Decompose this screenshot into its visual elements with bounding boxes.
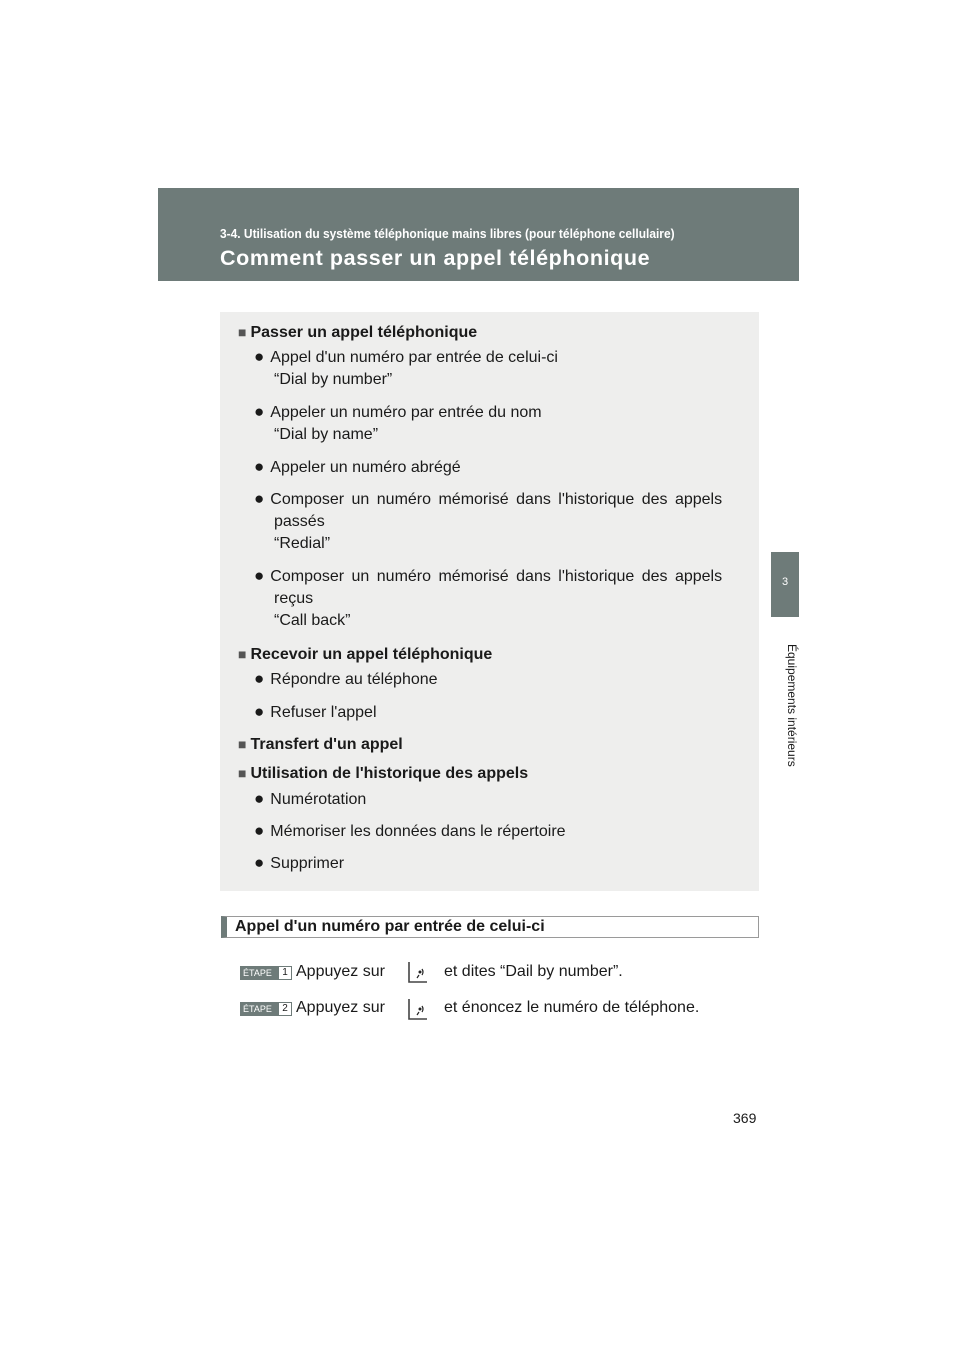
list-item [254, 821, 566, 842]
step-badge-label: ÉTAPE [243, 968, 272, 978]
square-bullet-icon: ■ [238, 646, 247, 662]
bullet-icon: ● [254, 489, 265, 508]
step-text-after: et énoncez le numéro de téléphone. [444, 999, 700, 1016]
chapter-header [158, 188, 799, 281]
section-heading [238, 644, 492, 665]
step-badge [240, 966, 292, 980]
bullet-icon: ● [254, 821, 265, 840]
item-text: Composer un numéro mémorisé dans l'historique des appels [270, 491, 723, 508]
list-item [254, 489, 722, 510]
list-item [254, 702, 377, 723]
item-text: Composer un numéro mémorisé dans l'historique des appels [270, 568, 723, 585]
bullet-icon: ● [254, 566, 265, 585]
item-text: Répondre au téléphone [270, 671, 438, 688]
list-item [254, 853, 344, 874]
section-title: Recevoir un appel téléphonique [250, 646, 493, 663]
item-text-continued: reçus [274, 590, 314, 607]
section-title: Transfert d'un appel [250, 736, 403, 753]
page-number: 369 [733, 1110, 757, 1126]
item-text-continued: passés [274, 513, 325, 530]
summary-box [220, 312, 759, 891]
section-heading [238, 763, 528, 784]
bullet-icon: ● [254, 789, 265, 808]
step-number: 2 [279, 1003, 291, 1015]
chapter-subtitle: 3-4. Utilisation du système téléphonique mains libres (pour téléphone cellulaire) [220, 226, 675, 241]
list-item [254, 566, 722, 587]
section-heading [238, 322, 477, 343]
item-text: Mémoriser les données dans le répertoire [270, 823, 566, 840]
item-text: Refuser l'appel [270, 704, 377, 721]
bullet-icon: ● [254, 347, 265, 366]
list-item [254, 347, 558, 368]
talk-switch-icon [407, 997, 429, 1021]
step-text-before: Appuyez sur [296, 999, 385, 1016]
item-text: Supprimer [270, 855, 345, 872]
item-text: Appel d'un numéro par entrée de celui-ci [270, 349, 558, 366]
section-heading [238, 734, 403, 755]
item-text: Appeler un numéro abrégé [270, 459, 461, 476]
section-heading-bar [221, 916, 759, 938]
step-badge-label: ÉTAPE [243, 1004, 272, 1014]
voice-command: “Dial by number” [274, 371, 393, 388]
section-heading-text: Appel d'un numéro par entrée de celui-ci [235, 918, 545, 935]
chapter-side-label: Équipements intérieurs [785, 643, 799, 767]
item-text: Appeler un numéro par entrée du nom [270, 404, 542, 421]
list-item [254, 402, 542, 423]
bullet-icon: ● [254, 402, 265, 421]
list-item [254, 457, 461, 478]
voice-command: “Dial by name” [274, 426, 379, 443]
section-title: Passer un appel téléphonique [250, 324, 478, 341]
voice-command: “Call back” [274, 612, 351, 629]
step-badge [240, 1002, 292, 1016]
square-bullet-icon: ■ [238, 736, 247, 752]
bullet-icon: ● [254, 669, 265, 688]
step-text-after: et dites “Dail by number”. [444, 963, 623, 980]
list-item [254, 789, 366, 810]
square-bullet-icon: ■ [238, 324, 247, 340]
bullet-icon: ● [254, 702, 265, 721]
item-text: Numérotation [270, 791, 367, 808]
square-bullet-icon: ■ [238, 765, 247, 781]
bullet-icon: ● [254, 853, 265, 872]
bullet-icon: ● [254, 457, 265, 476]
page-title: Comment passer un appel téléphonique [220, 246, 651, 270]
list-item [254, 669, 438, 690]
section-title: Utilisation de l'historique des appels [250, 765, 529, 782]
talk-switch-icon [407, 960, 429, 984]
voice-command: “Redial” [274, 535, 331, 552]
step-number: 1 [279, 967, 291, 979]
step-text-before: Appuyez sur [296, 963, 385, 980]
chapter-tab: 3 [771, 552, 799, 617]
